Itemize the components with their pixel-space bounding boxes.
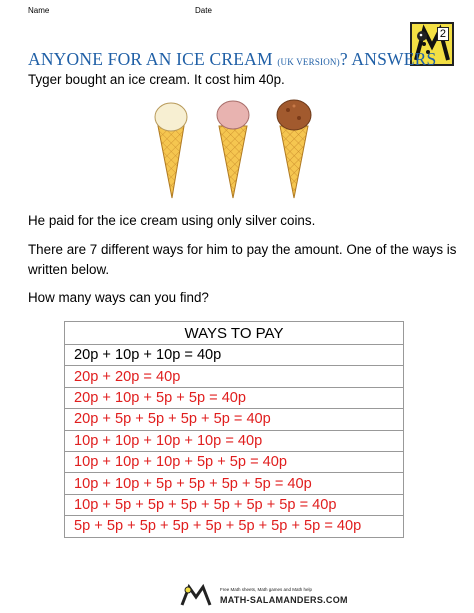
table-row: 20p + 5p + 5p + 5p + 5p = 40p xyxy=(65,409,404,430)
page-title xyxy=(28,49,436,70)
ice-cream-vanilla-icon xyxy=(155,103,187,198)
ice-cream-illustration xyxy=(150,96,320,206)
footer-brand: MATH-SALAMANDERS.COM xyxy=(220,595,348,605)
footer-logo-icon xyxy=(180,583,214,607)
paragraph-coins: He paid for the ice cream using only silver coins. xyxy=(28,213,316,228)
table-row: 10p + 10p + 10p + 5p + 5p = 40p xyxy=(65,451,404,472)
ice-cream-strawberry-icon xyxy=(217,101,249,198)
table-row-given: 20p + 10p + 10p = 40p xyxy=(65,345,404,366)
date-label: Date xyxy=(195,6,212,15)
paragraph-ways: There are 7 different ways for him to pay the amount. One of the ways is written below. xyxy=(28,242,457,277)
table-row: 20p + 20p = 40p xyxy=(65,366,404,387)
table-row: 10p + 10p + 5p + 5p + 5p + 5p = 40p xyxy=(65,473,404,494)
title-main: ANYONE FOR AN ICE CREAM xyxy=(28,49,273,69)
table-row: 5p + 5p + 5p + 5p + 5p + 5p + 5p + 5p = 40p xyxy=(65,516,404,537)
title-sub: (UK VERSION) xyxy=(277,57,340,67)
table-row: 20p + 10p + 5p + 5p = 40p xyxy=(65,387,404,408)
title-suffix: ? ANSWERS xyxy=(339,49,437,69)
name-label: Name xyxy=(28,6,50,15)
grade-number: 2 xyxy=(437,27,449,41)
footer-logo xyxy=(180,583,348,609)
table-row: 10p + 5p + 5p + 5p + 5p + 5p + 5p = 40p xyxy=(65,494,404,515)
paragraph-question: How many ways can you find? xyxy=(28,290,209,305)
intro-text: Tyger bought an ice cream. It cost him 40p. xyxy=(28,72,285,87)
footer-tagline: Free Math sheets, Math games and Math help xyxy=(220,587,313,592)
ways-to-pay-table xyxy=(64,321,404,538)
table-header: WAYS TO PAY xyxy=(65,322,404,345)
ice-cream-chocolate-icon xyxy=(277,100,311,198)
table-row: 10p + 10p + 10p + 10p = 40p xyxy=(65,430,404,451)
